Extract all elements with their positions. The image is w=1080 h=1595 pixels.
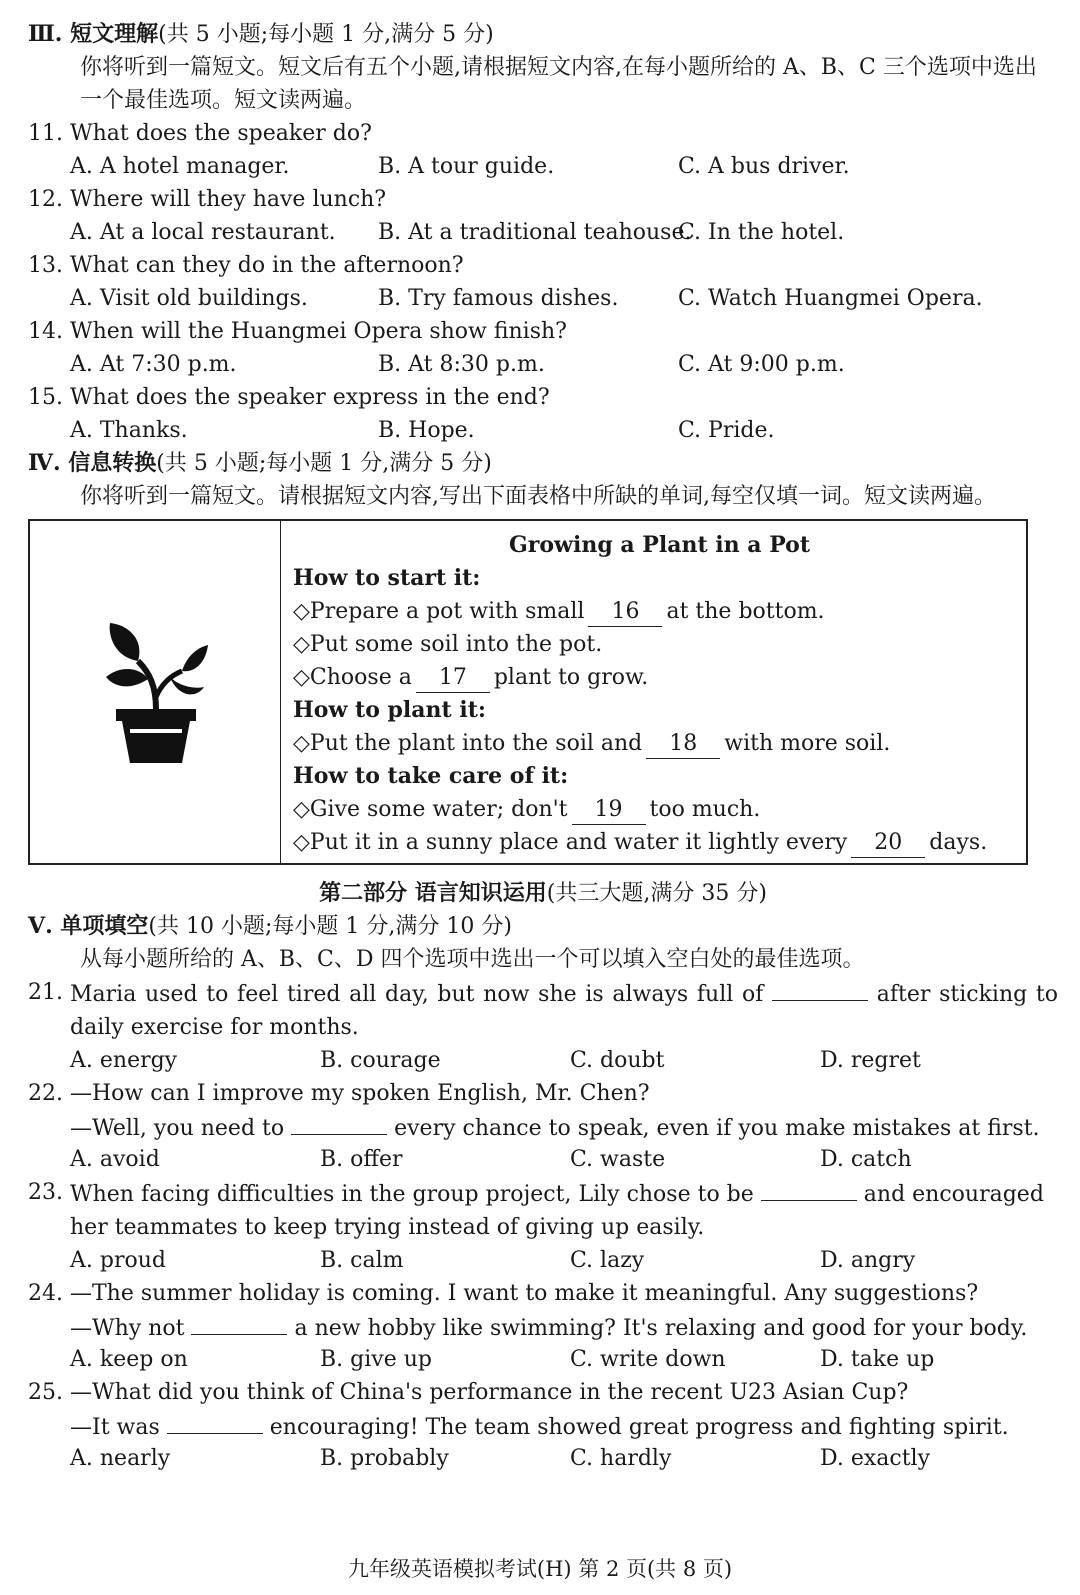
option-b[interactable]: B. A tour guide.	[378, 154, 555, 179]
subheading-plant: How to plant it:	[293, 697, 487, 723]
option-d[interactable]: D. take up	[820, 1347, 935, 1372]
question-text-part: Maria used to feel tired all day, but now she is always full of	[70, 982, 764, 1007]
option-a[interactable]: A. proud	[70, 1248, 166, 1273]
option-c[interactable]: C. A bus driver.	[678, 154, 850, 179]
step-text: at the bottom.	[666, 599, 825, 624]
option-c[interactable]: C. waste	[570, 1147, 666, 1172]
question-text	[70, 976, 1058, 1044]
question-text-part: after sticking to daily exercise for months.	[70, 982, 1058, 1040]
step-19	[293, 793, 1026, 826]
question-number: 14.	[28, 319, 63, 344]
option-b[interactable]: B. give up	[320, 1347, 432, 1372]
section-3-title: Ⅲ. 短文理解	[28, 21, 159, 47]
question-13-options	[28, 282, 1058, 315]
option-b[interactable]: B. Try famous dishes.	[378, 286, 619, 311]
option-d[interactable]: D. angry	[820, 1248, 916, 1273]
answer-blank[interactable]	[772, 976, 868, 1001]
part-2-title: 第二部分 语言知识运用	[319, 880, 547, 906]
question-23	[28, 1176, 1058, 1244]
plant-illustration-cell	[30, 521, 281, 863]
option-a[interactable]: A. At 7:30 p.m.	[70, 352, 237, 377]
question-text: Where will they have lunch?	[70, 187, 387, 212]
question-text: —How can I improve my spoken English, Mr. Chen?	[70, 1081, 650, 1106]
blank-16[interactable]: 16	[588, 598, 662, 627]
option-a[interactable]: A. keep on	[70, 1347, 188, 1372]
answer-blank[interactable]	[167, 1409, 263, 1434]
option-a[interactable]: A. nearly	[70, 1446, 171, 1471]
option-b[interactable]: B. Hope.	[378, 418, 475, 443]
step-18	[293, 727, 1026, 760]
section-5-note: (共 10 小题;每小题 1 分,满分 10 分)	[148, 914, 512, 939]
step-text: too much.	[649, 797, 761, 822]
question-text-part: and encouraged her teammates to keep trying instead of giving up easily.	[70, 1182, 1044, 1240]
blank-19[interactable]: 19	[572, 796, 646, 825]
question-12-options	[28, 216, 1058, 249]
question-24	[28, 1277, 1058, 1310]
question-text: When will the Huangmei Opera show finish?	[70, 319, 567, 344]
option-a[interactable]: A. Thanks.	[70, 418, 188, 443]
step-16	[293, 595, 1026, 628]
subheading-care: How to take care of it:	[293, 763, 569, 789]
step-text: ◇Put it in a sunny place and water it lightly every	[293, 830, 848, 855]
option-a[interactable]: A. Visit old buildings.	[70, 286, 308, 311]
blank-20[interactable]: 20	[851, 829, 925, 858]
table-title: Growing a Plant in a Pot	[509, 532, 810, 558]
option-b[interactable]: B. calm	[320, 1248, 404, 1273]
option-a[interactable]: A. A hotel manager.	[70, 154, 290, 179]
option-a[interactable]: A. avoid	[70, 1147, 160, 1172]
step-text: ◇Put the plant into the soil and	[293, 731, 643, 756]
option-b[interactable]: B. probably	[320, 1446, 449, 1471]
question-text	[70, 1176, 1058, 1244]
question-15	[28, 381, 1058, 414]
section-3-heading	[28, 18, 1058, 51]
section-4-note: (共 5 小题;每小题 1 分,满分 5 分)	[156, 451, 492, 476]
section-5-heading	[28, 910, 1058, 943]
answer-blank[interactable]	[191, 1310, 287, 1335]
step-soil: ◇Put some soil into the pot.	[293, 632, 603, 657]
step-text: plant to grow.	[493, 665, 649, 690]
question-number: 11.	[28, 121, 63, 146]
question-text: —The summer holiday is coming. I want to make it meaningful. Any suggestions?	[70, 1281, 979, 1306]
option-d[interactable]: D. exactly	[820, 1446, 931, 1471]
question-25	[28, 1376, 1058, 1409]
question-24-options	[28, 1343, 1058, 1376]
option-c[interactable]: C. At 9:00 p.m.	[678, 352, 845, 377]
question-number: 12.	[28, 187, 63, 212]
answer-blank[interactable]	[761, 1176, 857, 1201]
subheading-start: How to start it:	[293, 565, 481, 591]
blank-17[interactable]: 17	[416, 664, 490, 693]
question-12	[28, 183, 1058, 216]
option-b[interactable]: B. courage	[320, 1048, 441, 1073]
part-2-heading	[28, 877, 1058, 910]
step-text: ◇Choose a	[293, 665, 412, 690]
part-2-note: (共三大题,满分 35 分)	[546, 881, 767, 906]
question-21-options	[28, 1044, 1058, 1077]
question-text: —What did you think of China's performance in the recent U23 Asian Cup?	[70, 1380, 909, 1405]
question-text: What can they do in the afternoon?	[70, 253, 464, 278]
question-13	[28, 249, 1058, 282]
question-number: 21.	[28, 980, 63, 1005]
section-3-questions	[28, 117, 1058, 447]
option-a[interactable]: A. energy	[70, 1048, 178, 1073]
question-15-options	[28, 414, 1058, 447]
question-text-part: every chance to speak, even if you make mistakes at first.	[394, 1116, 1040, 1141]
question-24-reply	[28, 1310, 1058, 1343]
question-text-part: —Why not	[70, 1316, 185, 1341]
question-11	[28, 117, 1058, 150]
question-text-part: encouraging! The team showed great progress and fighting spirit.	[269, 1415, 1009, 1440]
option-c[interactable]: C. write down	[570, 1347, 726, 1372]
exam-page	[28, 18, 1058, 1475]
section-4-instructions-text: 你将听到一篇短文。请根据短文内容,写出下面表格中所缺的单词,每空仅填一词。短文读两遍。	[80, 484, 996, 509]
option-c[interactable]: C. hardly	[570, 1446, 672, 1471]
option-c[interactable]: C. Watch Huangmei Opera.	[678, 286, 983, 311]
question-number: 24.	[28, 1281, 63, 1306]
section-5-instructions	[28, 943, 1058, 976]
question-23-options	[28, 1244, 1058, 1277]
page-footer: 九年级英语模拟考试(H) 第 2 页(共 8 页)	[347, 1557, 733, 1581]
section-3-instructions-text: 你将听到一篇短文。短文后有五个小题,请根据短文内容,在每小题所给的 A、B、C 三个选项中选出一个最佳选项。短文读两遍。	[80, 55, 1037, 113]
question-number: 25.	[28, 1380, 63, 1405]
question-text-part: When facing difficulties in the group project, Lily chose to be	[70, 1182, 754, 1207]
question-text: What does the speaker do?	[70, 121, 372, 146]
question-22	[28, 1077, 1058, 1110]
question-21	[28, 976, 1058, 1044]
question-text-part: —It was	[70, 1415, 160, 1440]
step-20	[293, 826, 1026, 859]
section-5-title: Ⅴ. 单项填空	[28, 913, 149, 939]
option-a[interactable]: A. At a local restaurant.	[70, 220, 336, 245]
question-22-options	[28, 1143, 1058, 1176]
option-c[interactable]: C. doubt	[570, 1048, 665, 1073]
question-number: 15.	[28, 385, 63, 410]
answer-blank[interactable]	[291, 1110, 387, 1135]
option-d[interactable]: D. catch	[820, 1147, 912, 1172]
question-number: 23.	[28, 1180, 63, 1205]
question-25-reply	[28, 1409, 1058, 1442]
section-4-title: Ⅳ. 信息转换	[28, 450, 157, 476]
step-text: ◇Give some water; don't	[293, 797, 568, 822]
step-text: ◇Prepare a pot with small	[293, 599, 585, 624]
question-14-options	[28, 348, 1058, 381]
step-17	[293, 661, 1026, 694]
question-text: What does the speaker express in the end?	[70, 385, 550, 410]
question-22-reply	[28, 1110, 1058, 1143]
blank-18[interactable]: 18	[646, 730, 720, 759]
option-b[interactable]: B. At 8:30 p.m.	[378, 352, 545, 377]
step-text: with more soil.	[724, 731, 891, 756]
option-c[interactable]: C. In the hotel.	[678, 220, 845, 245]
section-5-instructions-text: 从每小题所给的 A、B、C、D 四个选项中选出一个可以填入空白处的最佳选项。	[80, 947, 865, 972]
question-11-options	[28, 150, 1058, 183]
option-b[interactable]: B. offer	[320, 1147, 403, 1172]
question-number: 13.	[28, 253, 63, 278]
table-content-cell	[281, 521, 1026, 863]
step-text: days.	[929, 830, 988, 855]
option-c[interactable]: C. lazy	[570, 1248, 645, 1273]
section-3-instructions	[28, 51, 1058, 117]
question-text-part: —Well, you need to	[70, 1116, 285, 1141]
section-3-note: (共 5 小题;每小题 1 分,满分 5 分)	[158, 22, 494, 47]
question-25-options	[28, 1442, 1058, 1475]
option-d[interactable]: D. regret	[820, 1048, 921, 1073]
section-4-heading	[28, 447, 1058, 480]
info-table	[28, 519, 1028, 865]
potted-plant-icon	[100, 617, 210, 767]
question-number: 22.	[28, 1081, 63, 1106]
option-c[interactable]: C. Pride.	[678, 418, 775, 443]
question-text-part: a new hobby like swimming? It's relaxing and good for your body.	[294, 1316, 1028, 1341]
option-b[interactable]: B. At a traditional teahouse.	[378, 220, 692, 245]
section-4-instructions	[28, 480, 1058, 513]
question-14	[28, 315, 1058, 348]
